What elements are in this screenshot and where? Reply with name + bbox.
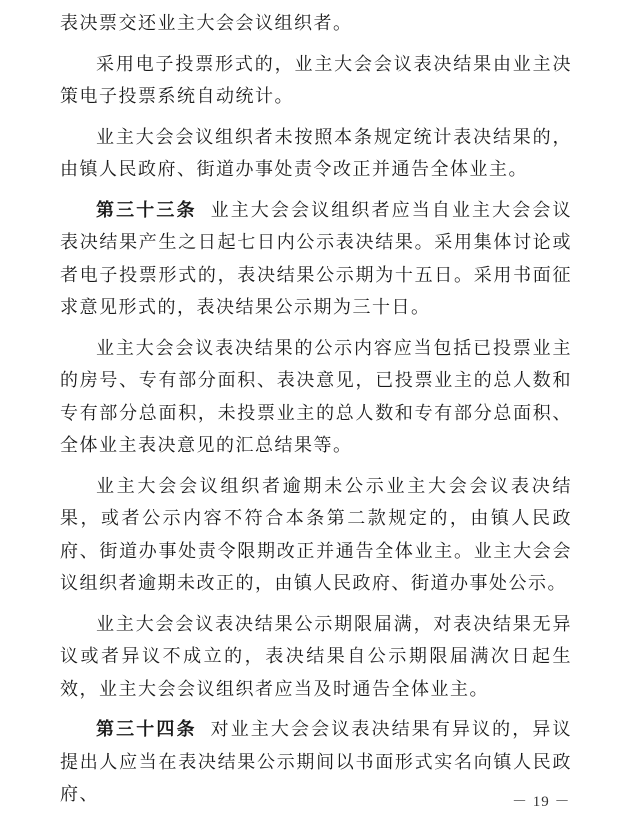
paragraph xyxy=(60,49,572,114)
paragraph-text: 业主大会会议表决结果的公示内容应当包括已投票业主的房号、专有部分面积、表决意见，已投票业主的总人数和专有部分总面积，未投票业主的总人数和专有部分总面积、全体业主表决意见的汇总结果等。 xyxy=(60,337,572,456)
paragraph xyxy=(60,122,572,187)
page-number: － 19 － xyxy=(512,794,571,810)
paragraph-text: 表决票交还业主大会会议组织者。 xyxy=(60,13,353,34)
article-34 xyxy=(60,714,572,812)
paragraph xyxy=(60,609,572,707)
paragraph-text: 业主大会会议组织者应当自业主大会会议表决结果产生之日起七日内公示表决结果。采用集体讨论或者电子投票形式的，表决结果公示期为十五日。采用书面征求意见形式的，表决结果公示期为三十日。 xyxy=(60,199,573,318)
article-heading: 第三十四条 xyxy=(96,719,197,740)
article-heading: 第三十三条 xyxy=(96,199,197,221)
article-33 xyxy=(60,195,572,325)
paragraph-text: 业主大会会议表决结果公示期限届满，对表决结果无异议或者异议不成立的，表决结果自公示期限届满次日起生效，业主大会会议组织者应当及时通告全体业主。 xyxy=(60,613,572,700)
paragraph-text: 采用电子投票形式的，业主大会会议表决结果由业主决策电子投票系统自动统计。 xyxy=(60,53,572,107)
document-body xyxy=(60,8,572,820)
paragraph xyxy=(60,471,572,601)
paragraph-text: 对业主大会会议表决结果有异议的，异议提出人应当在表决结果公示期间以书面形式实名向镇人民政府、 xyxy=(60,719,573,805)
paragraph-text: 业主大会会议组织者未按照本条规定统计表决结果的，由镇人民政府、街道办事处责令改正并通告全体业主。 xyxy=(60,126,572,180)
paragraph-text: 业主大会会议组织者逾期未公示业主大会会议表决结果，或者公示内容不符合本条第二款规定的，由镇人民政府、街道办事处责令限期改正并通告全体业主。业主大会会议组织者逾期未改正的，由镇人民政府、街道办事处公示。 xyxy=(60,475,572,594)
paragraph xyxy=(60,333,572,463)
paragraph-continuation xyxy=(60,8,572,41)
